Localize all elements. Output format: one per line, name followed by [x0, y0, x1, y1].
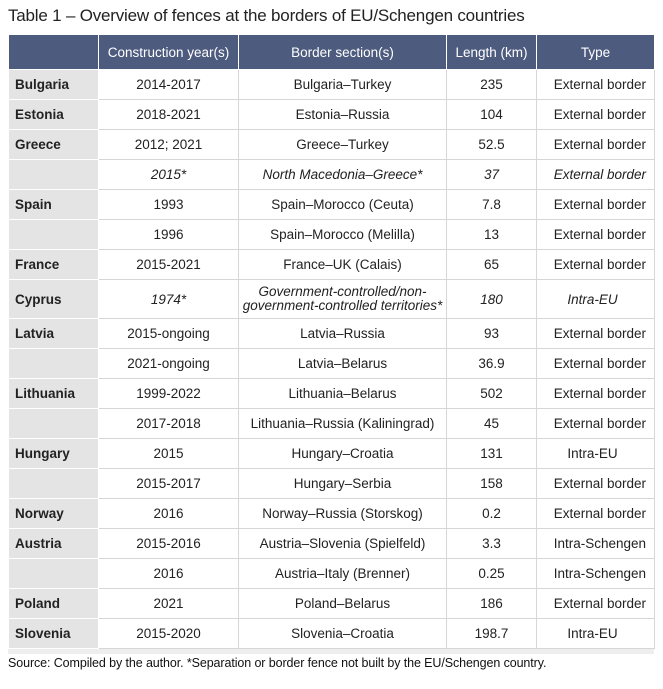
- construction-year-cell: 1974*: [99, 280, 239, 319]
- header-length: Length (km): [447, 35, 537, 70]
- country-cell: Cyprus: [9, 280, 99, 319]
- fences-table: [8, 34, 655, 649]
- length-cell: 502: [447, 379, 537, 409]
- type-cell: External border: [537, 469, 655, 499]
- type-cell: External border: [537, 190, 655, 220]
- table-row: [9, 319, 655, 349]
- type-cell: External border: [537, 100, 655, 130]
- border-section-cell: Latvia–Belarus: [239, 349, 447, 379]
- country-cell: Estonia: [9, 100, 99, 130]
- table-row: [9, 529, 655, 559]
- border-section-cell: Poland–Belarus: [239, 589, 447, 619]
- length-cell: 0.25: [447, 559, 537, 589]
- type-cell: External border: [537, 220, 655, 250]
- length-cell: 180: [447, 280, 537, 319]
- country-cell: Slovenia: [9, 619, 99, 649]
- border-section-cell: Estonia–Russia: [239, 100, 447, 130]
- table-row: [9, 130, 655, 160]
- border-section-cell: Government-controlled/non-government-controlled territories*: [239, 280, 447, 319]
- type-cell: External border: [537, 70, 655, 100]
- construction-year-cell: 2016: [99, 559, 239, 589]
- type-cell: External border: [537, 349, 655, 379]
- construction-year-cell: 2015-2021: [99, 250, 239, 280]
- border-section-cell: Norway–Russia (Storskog): [239, 499, 447, 529]
- country-cell: Austria: [9, 529, 99, 559]
- table-row: [9, 250, 655, 280]
- length-cell: 235: [447, 70, 537, 100]
- construction-year-cell: 1996: [99, 220, 239, 250]
- country-cell: Spain: [9, 190, 99, 220]
- construction-year-cell: 1999-2022: [99, 379, 239, 409]
- table-row: [9, 220, 655, 250]
- length-cell: 0.2: [447, 499, 537, 529]
- country-cell: Greece: [9, 130, 99, 160]
- table-row: [9, 379, 655, 409]
- header-country: [9, 35, 99, 70]
- border-section-cell: Austria–Italy (Brenner): [239, 559, 447, 589]
- length-cell: 104: [447, 100, 537, 130]
- country-cell: Hungary: [9, 439, 99, 469]
- table-row: [9, 409, 655, 439]
- type-cell: Intra-Schengen: [537, 529, 655, 559]
- type-cell: External border: [537, 160, 655, 190]
- table-body: [9, 70, 655, 649]
- border-section-cell: Greece–Turkey: [239, 130, 447, 160]
- country-cell: [9, 559, 99, 589]
- length-cell: 131: [447, 439, 537, 469]
- table-row: [9, 559, 655, 589]
- type-cell: External border: [537, 319, 655, 349]
- country-cell: Poland: [9, 589, 99, 619]
- construction-year-cell: 2015-ongoing: [99, 319, 239, 349]
- border-section-cell: North Macedonia–Greece*: [239, 160, 447, 190]
- country-cell: [9, 220, 99, 250]
- border-section-cell: Bulgaria–Turkey: [239, 70, 447, 100]
- length-cell: 45: [447, 409, 537, 439]
- country-cell: Norway: [9, 499, 99, 529]
- construction-year-cell: 2021: [99, 589, 239, 619]
- type-cell: External border: [537, 250, 655, 280]
- length-cell: 36.9: [447, 349, 537, 379]
- country-cell: [9, 349, 99, 379]
- type-cell: Intra-Schengen: [537, 559, 655, 589]
- type-cell: Intra-EU: [537, 619, 655, 649]
- construction-year-cell: 2015: [99, 439, 239, 469]
- border-section-cell: Spain–Morocco (Ceuta): [239, 190, 447, 220]
- table-row: [9, 589, 655, 619]
- length-cell: 52.5: [447, 130, 537, 160]
- country-cell: [9, 469, 99, 499]
- length-cell: 158: [447, 469, 537, 499]
- length-cell: 3.3: [447, 529, 537, 559]
- table-row: [9, 280, 655, 319]
- border-section-cell: Lithuania–Belarus: [239, 379, 447, 409]
- length-cell: 198.7: [447, 619, 537, 649]
- border-section-cell: Spain–Morocco (Melilla): [239, 220, 447, 250]
- type-cell: External border: [537, 409, 655, 439]
- type-cell: Intra-EU: [537, 439, 655, 469]
- fences-table-frame: [8, 34, 654, 654]
- type-cell: External border: [537, 499, 655, 529]
- table-row: [9, 619, 655, 649]
- construction-year-cell: 2015-2020: [99, 619, 239, 649]
- border-section-cell: Slovenia–Croatia: [239, 619, 447, 649]
- country-cell: [9, 160, 99, 190]
- country-cell: Latvia: [9, 319, 99, 349]
- border-section-cell: Lithuania–Russia (Kaliningrad): [239, 409, 447, 439]
- table-row: [9, 160, 655, 190]
- border-section-cell: Hungary–Serbia: [239, 469, 447, 499]
- length-cell: 93: [447, 319, 537, 349]
- table-title: Table 1 – Overview of fences at the borders of EU/Schengen countries: [8, 6, 525, 25]
- construction-year-cell: 1993: [99, 190, 239, 220]
- construction-year-cell: 2015*: [99, 160, 239, 190]
- table-row: [9, 100, 655, 130]
- country-cell: France: [9, 250, 99, 280]
- table-row: [9, 349, 655, 379]
- construction-year-cell: 2015-2016: [99, 529, 239, 559]
- construction-year-cell: 2016: [99, 499, 239, 529]
- length-cell: 65: [447, 250, 537, 280]
- length-cell: 7.8: [447, 190, 537, 220]
- table-row: [9, 439, 655, 469]
- construction-year-cell: 2014-2017: [99, 70, 239, 100]
- country-cell: Bulgaria: [9, 70, 99, 100]
- source-note: Source: Compiled by the author. *Separation or border fence not built by the EU/Schengen country.: [8, 656, 547, 670]
- construction-year-cell: 2018-2021: [99, 100, 239, 130]
- table-row: [9, 70, 655, 100]
- border-section-cell: Hungary–Croatia: [239, 439, 447, 469]
- country-cell: Lithuania: [9, 379, 99, 409]
- type-cell: External border: [537, 379, 655, 409]
- border-section-cell: France–UK (Calais): [239, 250, 447, 280]
- length-cell: 37: [447, 160, 537, 190]
- header-border-section: Border section(s): [239, 35, 447, 70]
- type-cell: External border: [537, 130, 655, 160]
- table-row: [9, 469, 655, 499]
- construction-year-cell: 2012; 2021: [99, 130, 239, 160]
- table-row: [9, 499, 655, 529]
- type-cell: External border: [537, 589, 655, 619]
- type-cell: Intra-EU: [537, 280, 655, 319]
- country-cell: [9, 409, 99, 439]
- header-construction-year: Construction year(s): [99, 35, 239, 70]
- border-section-cell: Latvia–Russia: [239, 319, 447, 349]
- construction-year-cell: 2015-2017: [99, 469, 239, 499]
- header-row: [9, 35, 655, 70]
- header-type: Type: [537, 35, 655, 70]
- border-section-cell: Austria–Slovenia (Spielfeld): [239, 529, 447, 559]
- construction-year-cell: 2017-2018: [99, 409, 239, 439]
- construction-year-cell: 2021-ongoing: [99, 349, 239, 379]
- table-row: [9, 190, 655, 220]
- length-cell: 186: [447, 589, 537, 619]
- length-cell: 13: [447, 220, 537, 250]
